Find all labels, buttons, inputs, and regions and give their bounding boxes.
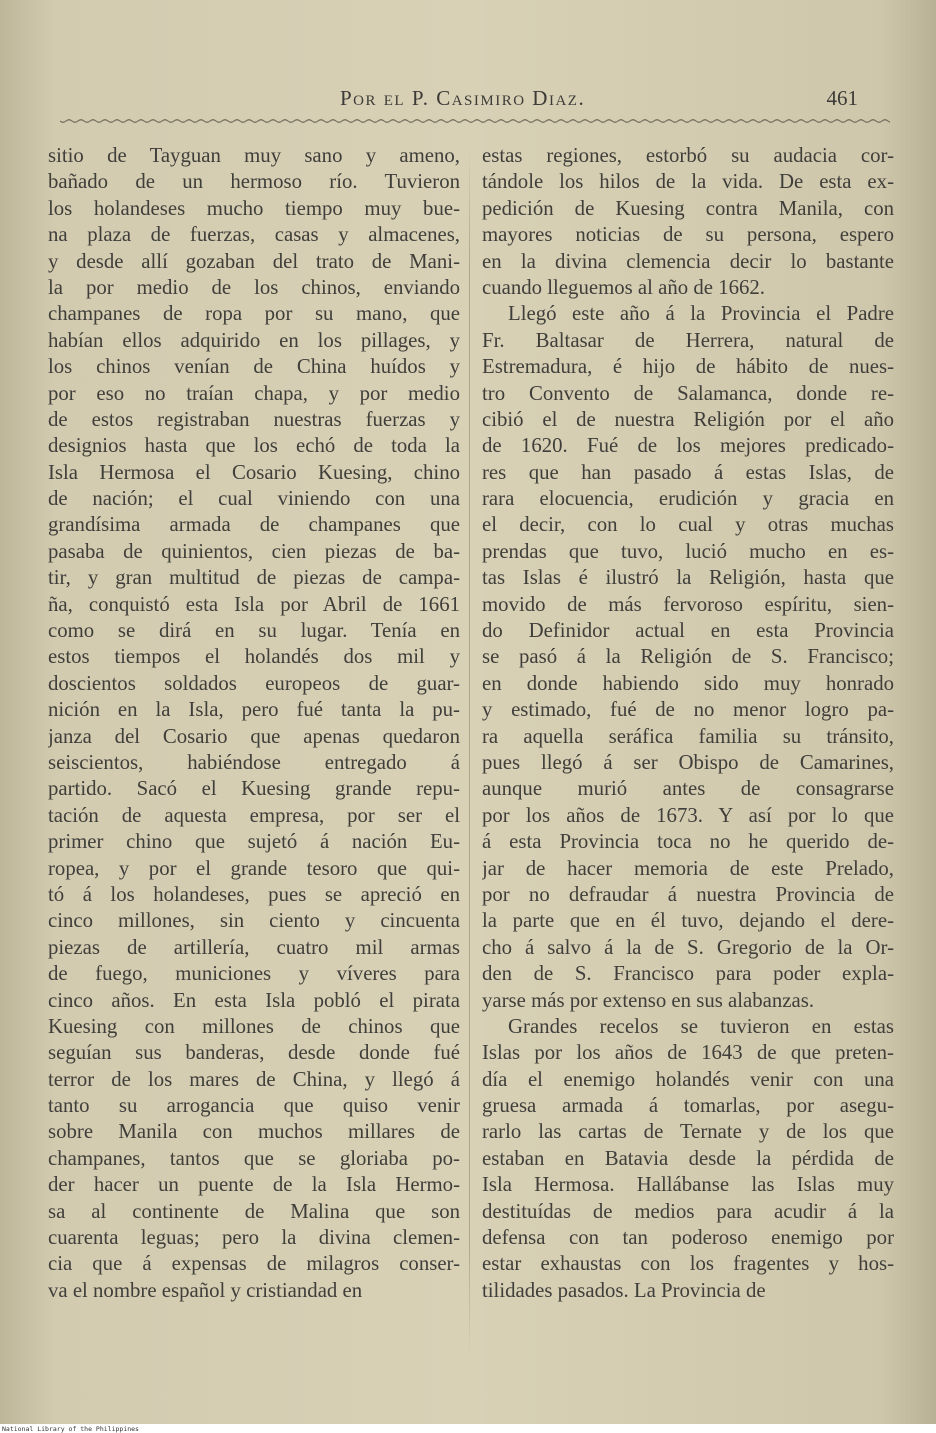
text-line: prendas que tuvo, lució mucho en es- xyxy=(482,539,894,563)
text-line: cuando lleguemos al año de 1662. xyxy=(482,275,765,299)
page-number: 461 xyxy=(826,86,858,110)
text-line: tas Islas é ilustró la Religión, hasta que xyxy=(482,566,894,590)
text-line: ra aquella seráfica familia su tránsito, xyxy=(482,724,894,748)
scan-footer-band xyxy=(0,1424,936,1433)
text-line: designios hasta que los echó de toda la xyxy=(48,434,460,458)
text-line: seiscientos, habiéndose entregado á xyxy=(48,750,460,774)
library-credit: National Library of the Philippines xyxy=(2,1425,139,1433)
text-line: tir, y gran multitud de piezas de campa- xyxy=(48,566,460,590)
text-line: cibió el de nuestra Religión por el año xyxy=(482,407,894,431)
text-line: Estremadura, é hijo de hábito de nues- xyxy=(482,355,894,379)
page-header xyxy=(60,82,890,116)
text-line: la por medio de los chinos, enviando xyxy=(48,275,460,299)
text-line: va el nombre español y cristiandad en xyxy=(48,1278,363,1302)
text-line: defensa con tan poderoso enemigo por xyxy=(482,1226,894,1250)
text-line: cia que á expensas de milagros conser- xyxy=(48,1252,460,1276)
text-line: mayores noticias de su persona, espero xyxy=(482,223,894,247)
text-line: cuarenta leguas; pero la divina clemen- xyxy=(48,1226,460,1250)
text-line: aunque murió antes de consagrarse xyxy=(482,777,894,801)
text-line: Isla Hermosa el Cosario Kuesing, chino xyxy=(48,460,460,484)
text-line: cinco millones, sin ciento y cincuenta xyxy=(48,909,460,933)
header-wavy-rule xyxy=(60,118,890,124)
text-line: tó á los holandeses, pues se apreció en xyxy=(48,882,460,906)
text-line: de estos registraban nuestras fuerzas y xyxy=(48,407,460,431)
text-line: nición en la Isla, pero fué tanta la pu- xyxy=(48,698,460,722)
text-line: doscientos soldados europeos de guar- xyxy=(48,671,460,695)
text-line: cinco años. En esta Isla pobló el pirata xyxy=(48,988,460,1012)
text-line: y estimado, fué de no menor logro pa- xyxy=(482,698,894,722)
left-text-column xyxy=(48,143,460,1304)
text-line: de nación; el cual viniendo con una xyxy=(48,487,460,511)
text-line: y desde allí gozaban del trato de Mani- xyxy=(48,249,460,273)
text-line: grandísima armada de champanes que xyxy=(48,513,460,537)
text-line: ña, conquistó esta Isla por Abril de 1661 xyxy=(48,592,460,616)
text-line: pues llegó á ser Obispo de Camarines, xyxy=(482,750,894,774)
text-line: por no defraudar á nuestra Provincia de xyxy=(482,882,894,906)
column-divider xyxy=(469,148,470,1358)
text-line: como se dirá en su lugar. Tenía en xyxy=(48,619,460,643)
text-line: sa al continente de Malina que son xyxy=(48,1199,460,1223)
text-line: champanes de ropa por su mano, que xyxy=(48,302,460,326)
text-line: tanto su arrogancia que quiso venir xyxy=(48,1094,460,1118)
text-line: Llegó este año á la Provincia el Padre xyxy=(508,302,894,326)
text-line: movido de más fervoroso espíritu, sien- xyxy=(482,592,894,616)
text-line: tilidades pasados. La Provincia de xyxy=(482,1278,766,1302)
text-line: Kuesing con millones de chinos que xyxy=(48,1014,460,1038)
text-line: pedición de Kuesing contra Manila, con xyxy=(482,196,894,220)
text-line: der hacer un puente de la Isla Hermo- xyxy=(48,1173,460,1197)
text-line: seguían sus banderas, desde donde fué xyxy=(48,1041,460,1065)
text-line: estaban en Batavia desde la pérdida de xyxy=(482,1146,894,1170)
text-line: rarlo las cartas de Ternate y de los que xyxy=(482,1120,894,1144)
text-line: yarse más por extenso en sus alabanzas. xyxy=(482,988,815,1012)
text-line: partido. Sacó el Kuesing grande repu- xyxy=(48,777,460,801)
text-line: sitio de Tayguan muy sano y ameno, xyxy=(48,144,460,167)
text-line: do Definidor actual en esta Provincia xyxy=(482,619,894,643)
text-line: janza del Cosario que apenas quedaron xyxy=(48,724,460,748)
text-line: habían ellos adquirido en los pillages, y xyxy=(48,328,460,352)
text-line: primer chino que sujetó á nación Eu- xyxy=(48,830,460,854)
text-line: estos tiempos el holandés dos mil y xyxy=(48,645,460,669)
text-line: destituídas de medios para acudir á la xyxy=(482,1199,894,1223)
text-line: cho á salvo á la de S. Gregorio de la Or- xyxy=(482,935,894,959)
text-line: den de S. Francisco para poder expla- xyxy=(482,962,894,986)
text-line: sobre Manila con muchos millares de xyxy=(48,1120,460,1144)
text-line: bañado de un hermoso río. Tuvieron xyxy=(48,170,460,194)
text-line: estas regiones, estorbó su audacia cor- xyxy=(482,144,894,167)
text-line: á esta Provincia toca no he querido de- xyxy=(482,830,894,854)
text-line: Isla Hermosa. Hallábanse las Islas muy xyxy=(482,1173,894,1197)
text-line: el decir, con lo cual y otras muchas xyxy=(482,513,894,537)
text-line: en donde habiendo sido muy honrado xyxy=(482,671,894,695)
text-line: piezas de artillería, cuatro mil armas xyxy=(48,935,460,959)
text-line: los holandeses mucho tiempo muy bue- xyxy=(48,196,460,220)
text-line: Islas por los años de 1643 de que preten- xyxy=(482,1041,894,1065)
text-line: la parte que en él tuvo, dejando el dere- xyxy=(482,909,894,933)
text-line: estar exhaustas con los fragentes y hos- xyxy=(482,1252,894,1276)
text-line: en la divina clemencia decir lo bastante xyxy=(482,249,894,273)
text-line: se pasó á la Religión de S. Francisco; xyxy=(482,645,894,669)
text-line: na plaza de fuerzas, casas y almacenes, xyxy=(48,223,460,247)
text-line: por los años de 1673. Y así por lo que xyxy=(482,803,894,827)
wavy-rule-graphic xyxy=(60,118,890,124)
text-line: los chinos venían de China huídos y xyxy=(48,355,460,379)
text-line: de fuego, municiones y víveres para xyxy=(48,962,460,986)
text-line: tación de aquesta empresa, por ser el xyxy=(48,803,460,827)
text-line: por eso no traían chapa, y por medio xyxy=(48,381,460,405)
text-line: tro Convento de Salamanca, donde re- xyxy=(482,381,894,405)
text-line: ropea, y por el grande tesoro que qui- xyxy=(48,856,460,880)
running-head: Por el P. Casimiro Diaz. xyxy=(340,86,586,110)
text-line: res que han pasado á estas Islas, de xyxy=(482,460,894,484)
right-text-column xyxy=(482,143,894,1304)
text-line: rara elocuencia, erudición y gracia en xyxy=(482,487,894,511)
text-line: champanes, tantos que se gloriaba po- xyxy=(48,1146,460,1170)
text-line: día el enemigo holandés venir con una xyxy=(482,1067,894,1091)
text-line: pasaba de quinientos, cien piezas de ba- xyxy=(48,539,460,563)
text-line: gruesa armada á tomarlas, por asegu- xyxy=(482,1094,894,1118)
text-line: tándole los hilos de la vida. De esta ex- xyxy=(482,170,894,194)
text-line: de 1620. Fué de los mejores predicado- xyxy=(482,434,894,458)
text-line: Fr. Baltasar de Herrera, natural de xyxy=(482,328,894,352)
text-line: Grandes recelos se tuvieron en estas xyxy=(508,1014,894,1038)
text-line: jar de hacer memoria de este Prelado, xyxy=(482,856,894,880)
text-line: terror de los mares de China, y llegó á xyxy=(48,1067,460,1091)
